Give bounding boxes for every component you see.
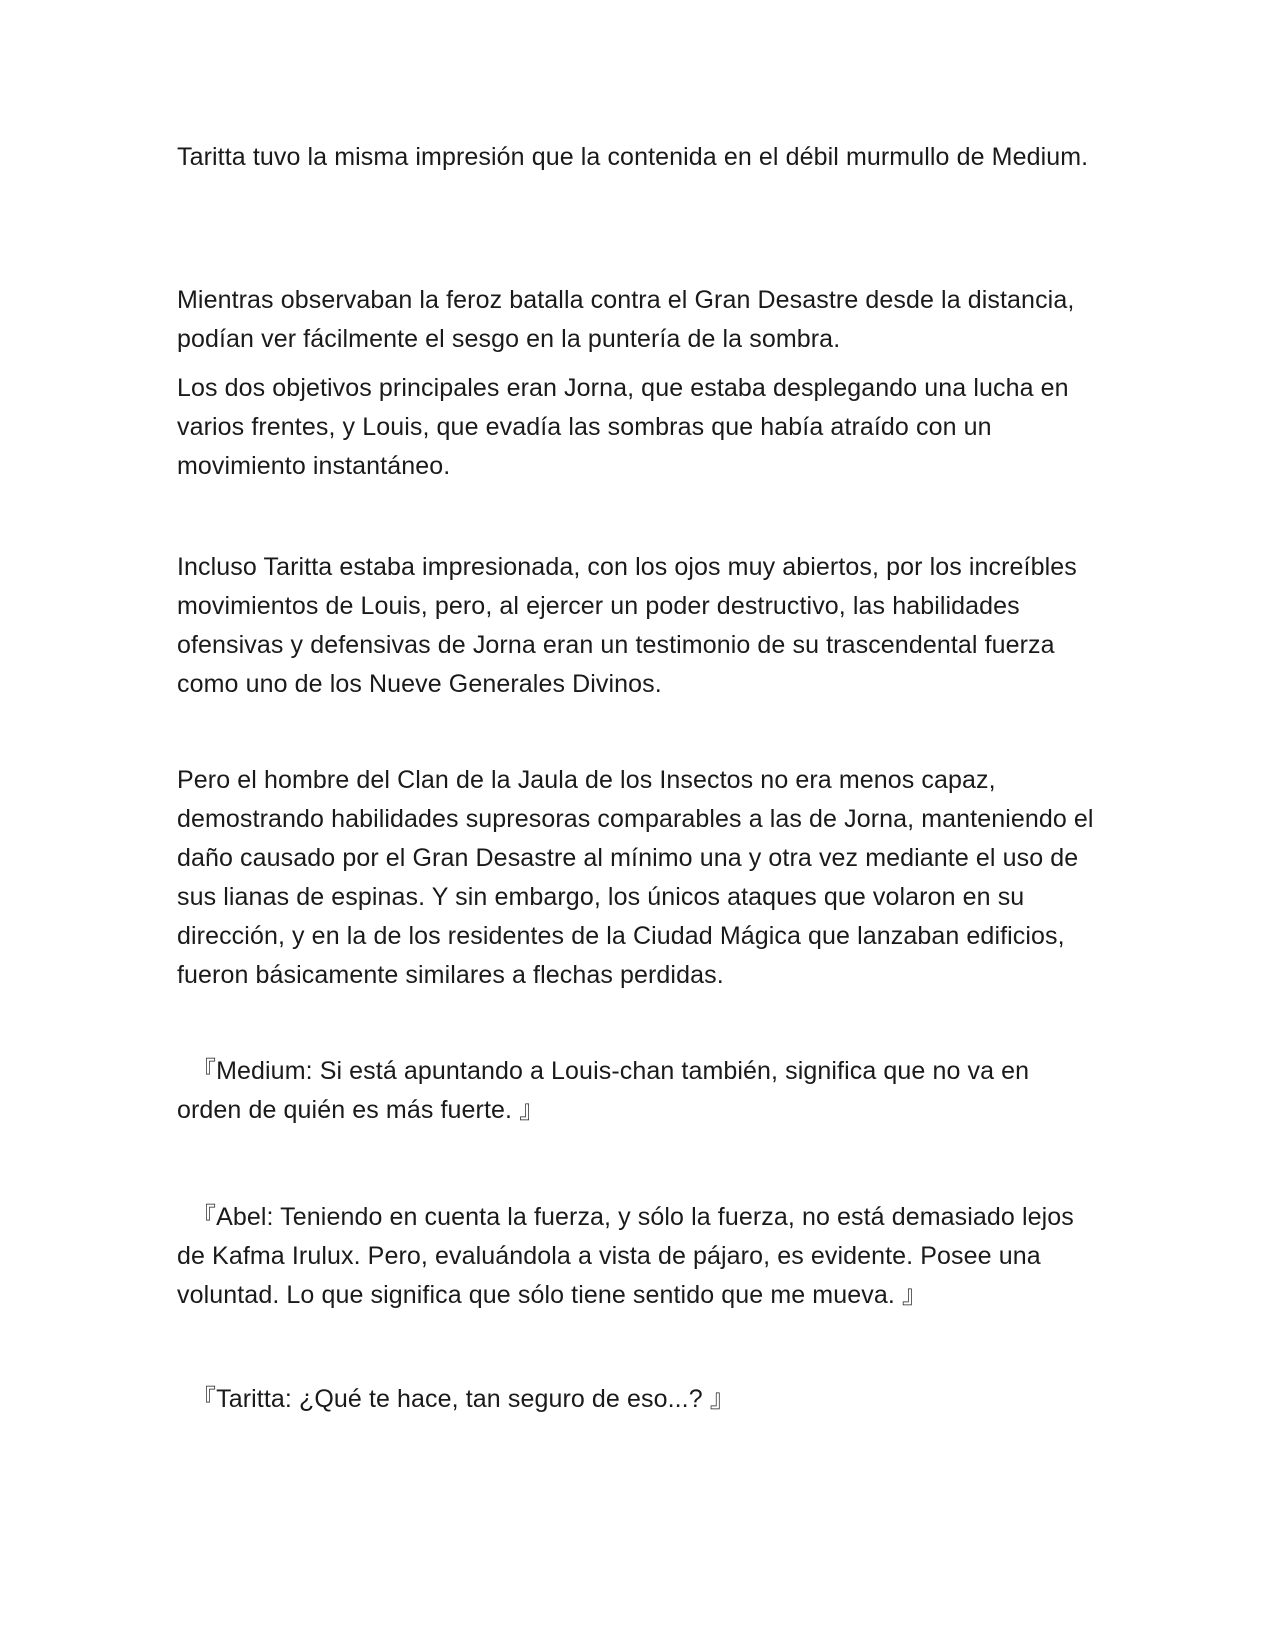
paragraph-insect-clan-man: Pero el hombre del Clan de la Jaula de los Insectos no era menos capaz, demostrando habilidades supresoras comparables a las de Jorna, manteniendo el daño causado por el Gran Desastre al mínimo una y otra vez mediante el uso de sus lianas de espinas. Y sin embargo, los únicos ataques que volaron en su dirección, y en la de los residentes de la Ciudad Mágica que lanzaban edificios, fueron básicamente similares a flechas perdidas. — [177, 766, 1094, 989]
dialogue-medium: 『Medium: Si está apuntando a Louis-chan también, significa que no va en orden de quién es más fuerte. 』 — [177, 1057, 1030, 1124]
paragraph-battle-observation: Mientras observaban la feroz batalla contra el Gran Desastre desde la distancia, podían ver fácilmente el sesgo en la puntería de la sombra. — [177, 286, 1075, 353]
paragraph-main-targets: Los dos objetivos principales eran Jorna, que estaba desplegando una lucha en varios frentes, y Louis, que evadía las sombras que había atraído con un movimiento instantáneo. — [177, 374, 1069, 480]
dialogue-taritta: 『Taritta: ¿Qué te hace, tan seguro de eso...? 』 — [191, 1385, 735, 1413]
paragraph-jorna-strength: Incluso Taritta estaba impresionada, con los ojos muy abiertos, por los increíbles movimientos de Louis, pero, al ejercer un poder destructivo, las habilidades ofensivas y defensivas de Jorna eran un testimonio de su trascendental fuerza como uno de los Nueve Generales Divinos. — [177, 553, 1077, 698]
dialogue-abel: 『Abel: Teniendo en cuenta la fuerza, y sólo la fuerza, no está demasiado lejos de Kafma Irulux. Pero, evaluándola a vista de pájaro, es evidente. Posee una voluntad. Lo que significa que sólo tiene sentido que me mueva. 』 — [177, 1203, 1074, 1309]
paragraph-taritta-impression: Taritta tuvo la misma impresión que la contenida en el débil murmullo de Medium. — [177, 143, 1089, 171]
